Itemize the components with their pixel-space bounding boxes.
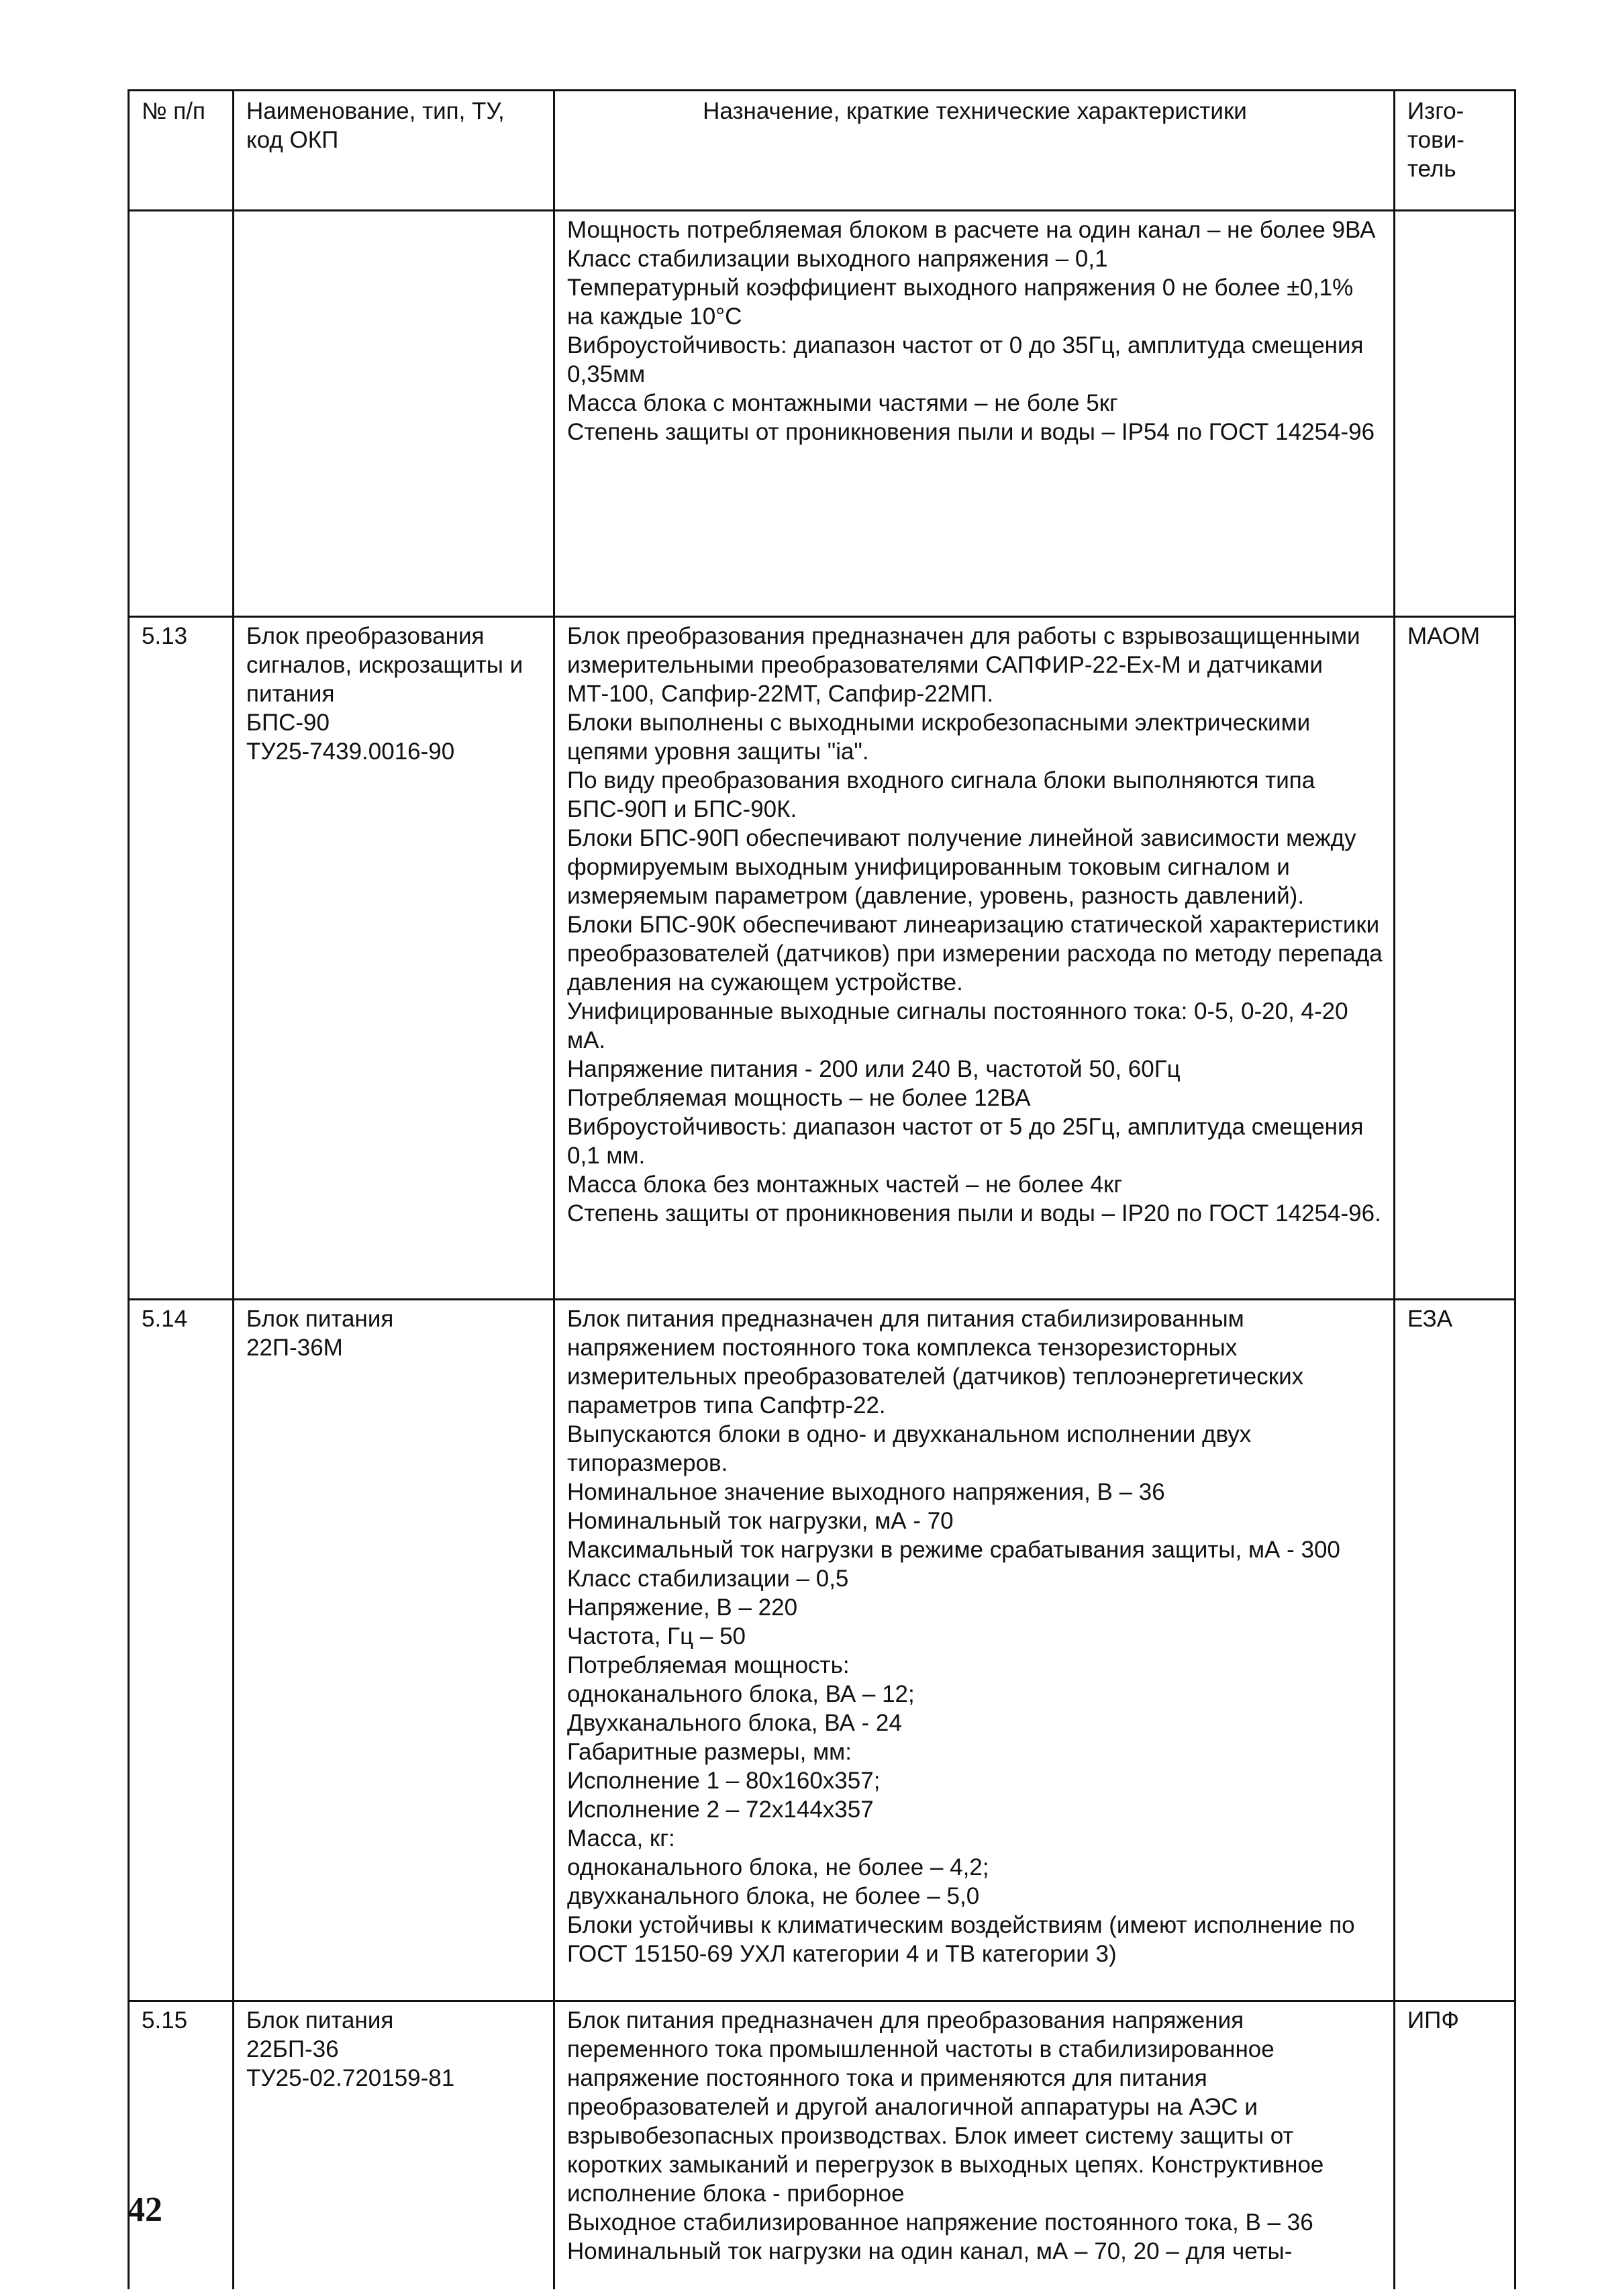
product-model: 22П-36М — [246, 1335, 343, 1361]
spec-line: Блок питания предназначен для питания стабилизированным напряжением постоянного тока комплекса тензорезисторных измерительных преобразователей (датчиков) теплоэнергетических параметров типа Сапфтр-22. — [567, 1306, 1304, 1419]
page-number: 42 — [128, 2191, 162, 2229]
spec-line: Исполнение 2 – 72х144х357 — [567, 1797, 874, 1823]
product-model: БПС-90 — [246, 710, 330, 736]
product-spec-code: ТУ25-02.720159-81 — [246, 2065, 455, 2091]
spec-line: Номинальный ток нагрузки на один канал, мА – 70, 20 – для четы- — [567, 2238, 1293, 2264]
spec-line: одноканального блока, ВА – 12; — [567, 1681, 915, 1707]
spec-line: Двухканального блока, ВА - 24 — [567, 1710, 902, 1736]
cont-num-cell — [129, 211, 234, 617]
spec-line: Блоки БПС-90П обеспечивают получение линейной зависимости между формируемым выходным унифицированным токовым сигналом и измеряемым параметром (давление, уровень, разность давлений). — [567, 825, 1356, 909]
row-maker: ИПФ — [1395, 2001, 1515, 2290]
spec-line: Номинальный ток нагрузки, мА - 70 — [567, 1508, 954, 1534]
table-row-continuation — [129, 211, 1515, 617]
cont-name-cell — [234, 211, 554, 617]
spec-line: Частота, Гц – 50 — [567, 1623, 746, 1649]
table-row-5-14 — [129, 1300, 1515, 2001]
product-model: 22БП-36 — [246, 2036, 339, 2062]
table-row-5-15 — [129, 2001, 1515, 2290]
spec-line: Виброустойчивость: диапазон частот от 0 до 35Гц, амплитуда смещения 0,35мм — [567, 332, 1364, 387]
spec-line: Номинальное значение выходного напряжения, В – 36 — [567, 1479, 1165, 1505]
header-name: Наименование, тип, ТУ, код ОКП — [234, 91, 554, 211]
row-num: 5.14 — [129, 1300, 234, 2001]
spec-line: Степень защиты от проникновения пыли и воды – IP20 по ГОСТ 14254-96. — [567, 1200, 1381, 1227]
table-row-5-13 — [129, 617, 1515, 1300]
equipment-spec-table — [128, 89, 1516, 2289]
spec-line: Блоки устойчивы к климатическим воздействиям (имеют исполнение по ГОСТ 15150-69 УХЛ категории 4 и ТВ категории 3) — [567, 1912, 1355, 1967]
spec-line: Выходное стабилизированное напряжение постоянного тока, В – 36 — [567, 2209, 1313, 2236]
spec-line: Масса блока с монтажными частями – не боле 5кг — [567, 390, 1118, 416]
row-maker: ЕЗА — [1395, 1300, 1515, 2001]
spec-line: По виду преобразования входного сигнала блоки выполняются типа БПС-90П и БПС-90К. — [567, 767, 1315, 822]
row-name — [234, 2001, 554, 2290]
row-num: 5.15 — [129, 2001, 234, 2290]
spec-line: Блок питания предназначен для преобразования напряжения переменного тока промышленной частоты в стабилизированное напряжение постоянного тока и применяются для питания преобразователей и другой аналогичной аппаратуры на АЭС и взрывобезопасных производствах. Блок имеет систему защиты от коротких замыканий и перегрузок в выходных цепях. Конструктивное исполнение блока - приборное — [567, 2007, 1324, 2207]
product-spec-code: ТУ25-7439.0016-90 — [246, 738, 455, 765]
product-name: Блок преобразования сигналов, искрозащиты и питания — [246, 623, 523, 707]
spec-line: Напряжение питания - 200 или 240 В, частотой 50, 60Гц — [567, 1056, 1181, 1082]
spec-line: Виброустойчивость: диапазон частот от 5 до 25Гц, амплитуда смещения 0,1 мм. — [567, 1114, 1364, 1169]
row-maker: МАОМ — [1395, 617, 1515, 1300]
row-name — [234, 1300, 554, 2001]
spec-line: Блоки БПС-90К обеспечивают линеаризацию статической характеристики преобразователей (датчиков) при измерении расхода по методу перепада давления на сужающем устройстве. — [567, 912, 1383, 996]
header-maker: Изго-тови-тель — [1395, 91, 1515, 211]
row-name — [234, 617, 554, 1300]
spec-line: Потребляемая мощность – не более 12ВА — [567, 1085, 1031, 1111]
spec-line: одноканального блока, не более – 4,2; — [567, 1854, 989, 1880]
spec-line: Габаритные размеры, мм: — [567, 1739, 852, 1765]
spec-line: Напряжение, В – 220 — [567, 1594, 798, 1621]
spec-line: Масса блока без монтажных частей – не более 4кг — [567, 1171, 1123, 1198]
row-purpose — [554, 617, 1395, 1300]
header-purpose: Назначение, краткие технические характеристики — [554, 91, 1395, 211]
row-purpose — [554, 1300, 1395, 2001]
spec-line: Степень защиты от проникновения пыли и воды – IP54 по ГОСТ 14254-96 — [567, 419, 1375, 445]
spec-line: Блоки выполнены с выходными искробезопасными электрическими цепями уровня защиты "ia". — [567, 710, 1311, 765]
spec-line: Исполнение 1 – 80х160х357; — [567, 1768, 881, 1794]
spec-line: Мощность потребляемая блоком в расчете на один канал – не более 9ВА — [567, 217, 1376, 243]
spec-line: Класс стабилизации – 0,5 — [567, 1566, 849, 1592]
spec-line: Унифицированные выходные сигналы постоянного тока: 0-5, 0-20, 4-20 мА. — [567, 998, 1348, 1053]
spec-line: Масса, кг: — [567, 1825, 675, 1852]
spec-line: Выпускаются блоки в одно- и двухканальном исполнении двух типоразмеров. — [567, 1421, 1252, 1476]
spec-line: Класс стабилизации выходного напряжения – 0,1 — [567, 246, 1108, 272]
spec-line: Максимальный ток нагрузки в режиме срабатывания защиты, мА - 300 — [567, 1537, 1340, 1563]
product-name: Блок питания — [246, 1306, 394, 1332]
cont-maker-cell — [1395, 211, 1515, 617]
spec-line: Температурный коэффициент выходного напряжения 0 не более ±0,1% на каждые 10°С — [567, 275, 1354, 330]
product-name: Блок питания — [246, 2007, 394, 2034]
row-purpose — [554, 2001, 1395, 2290]
spec-line: двухканального блока, не более – 5,0 — [567, 1883, 980, 1909]
spec-line: Блок преобразования предназначен для работы с взрывозащищенными измерительными преобразователями САПФИР-22-Ex-M и датчиками МТ-100, Сапфир-22МТ, Сапфир-22МП. — [567, 623, 1360, 707]
row-num: 5.13 — [129, 617, 234, 1300]
spec-line: Потребляемая мощность: — [567, 1652, 850, 1678]
cont-purpose-cell — [554, 211, 1395, 617]
table-header-row — [129, 91, 1515, 211]
header-num: № п/п — [129, 91, 234, 211]
